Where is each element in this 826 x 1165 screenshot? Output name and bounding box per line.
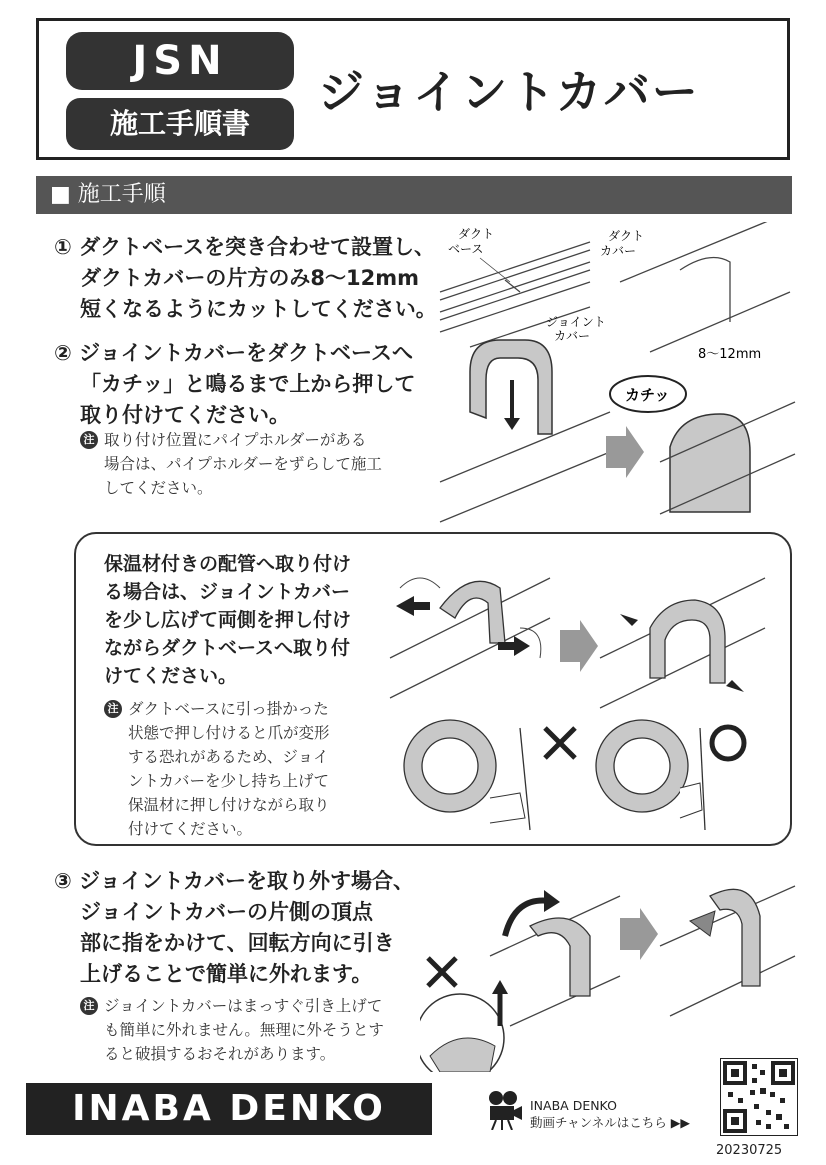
- step2-note: [80, 428, 420, 500]
- box-illustration: [380, 548, 780, 838]
- video-channel-link[interactable]: [530, 1097, 690, 1131]
- step3-line: 部に指をかけて、回転方向に引き: [80, 931, 395, 955]
- step2-text: [54, 338, 415, 431]
- next-arrow: [606, 426, 644, 478]
- date-code: 20230725: [716, 1143, 783, 1158]
- click-sound-text: カチッ: [625, 386, 670, 404]
- installed-cover: [670, 414, 750, 512]
- note-line: 取り付け位置にパイプホルダーがある: [104, 431, 367, 449]
- step3-line: 上げることで簡単に外れます。: [80, 962, 373, 986]
- section-heading: ■ 施工手順: [36, 176, 792, 214]
- step1-2-illustration: [430, 222, 800, 524]
- next-arrow: [560, 620, 598, 672]
- note-line: 保温材に押し付けながら取り: [128, 796, 330, 814]
- label-joint-cover: ジョイント: [546, 315, 606, 329]
- series-badge: JSN: [66, 32, 294, 90]
- caution-icon: 注: [80, 431, 98, 449]
- note-line: 状態で押し付けると爪が変形: [128, 724, 330, 742]
- label-duct-cover-2: カバー: [600, 244, 637, 258]
- box-note: [104, 697, 364, 841]
- step3-illustration: [420, 866, 800, 1072]
- label-duct-cover: ダクト: [608, 229, 645, 243]
- label-duct-base-2: ベース: [448, 242, 484, 256]
- next-arrow: [620, 908, 658, 960]
- duct-cover-drawing: [620, 222, 790, 352]
- label-joint-cover-2: カバー: [554, 329, 591, 343]
- box-line: を少し広げて両側を押し付け: [104, 609, 352, 631]
- note-line: 場合は、パイプホルダーをずらして施工: [104, 455, 382, 473]
- step3-note: [80, 994, 420, 1066]
- note-line: ントカバーを少し持ち上げて: [128, 772, 330, 790]
- step3-line: ジョイントカバーの片側の頂点: [80, 900, 373, 924]
- video-camera-icon: [486, 1090, 524, 1130]
- channel-name: INABA DENKO: [530, 1098, 617, 1113]
- step2-line: 「カチッ」と鳴るまで上から押して: [80, 372, 416, 396]
- ok-circle-icon: [712, 727, 744, 759]
- step2-line: ② ジョイントカバーをダクトベースへ: [54, 341, 413, 365]
- note-line: も簡単に外れません。無理に外そうとす: [104, 1021, 384, 1039]
- box-text: [104, 550, 351, 690]
- caution-icon: 注: [80, 997, 98, 1015]
- label-duct-base: ダクト: [458, 227, 495, 241]
- caution-icon: 注: [104, 700, 122, 718]
- step1-line: ダクトカバーの片方のみ8～12mm: [80, 266, 419, 290]
- note-line: ダクトベースに引っ掛かった: [128, 700, 329, 718]
- step3-line: ③ ジョイントカバーを取り外す場合、: [54, 869, 415, 893]
- note-line: してください。: [104, 479, 213, 497]
- qr-code[interactable]: [720, 1058, 798, 1136]
- channel-caption: 動画チャンネルはこちら ▶▶: [530, 1115, 690, 1130]
- box-line: 保温材付きの配管へ取り付け: [104, 553, 352, 575]
- step2-line: 取り付けてください。: [80, 403, 290, 427]
- ng-cross-icon: [428, 958, 456, 986]
- note-line: ると破損するおそれがあります。: [104, 1045, 336, 1063]
- dimension-label: 8～12mm: [698, 347, 762, 362]
- note-line: する恐れがあるため、ジョイ: [128, 748, 329, 766]
- box-line: ながらダクトベースへ取り付: [104, 637, 351, 659]
- box-line: る場合は、ジョイントカバー: [104, 581, 351, 603]
- step1-text: [54, 232, 437, 325]
- brand-logo: INABA DENKO: [26, 1083, 432, 1135]
- note-line: 付けてください。: [128, 820, 253, 838]
- box-line: けてください。: [104, 665, 238, 687]
- step3-text: [54, 866, 414, 990]
- step1-line: 短くなるようにカットしてください。: [80, 297, 437, 321]
- left-arrow: [396, 596, 430, 616]
- step1-line: ① ダクトベースを突き合わせて設置し、: [54, 235, 436, 259]
- note-line: ジョイントカバーはまっすぐ引き上げて: [104, 997, 383, 1015]
- page-title: ジョイントカバー: [318, 65, 700, 119]
- doc-type-badge: 施工手順書: [66, 98, 294, 150]
